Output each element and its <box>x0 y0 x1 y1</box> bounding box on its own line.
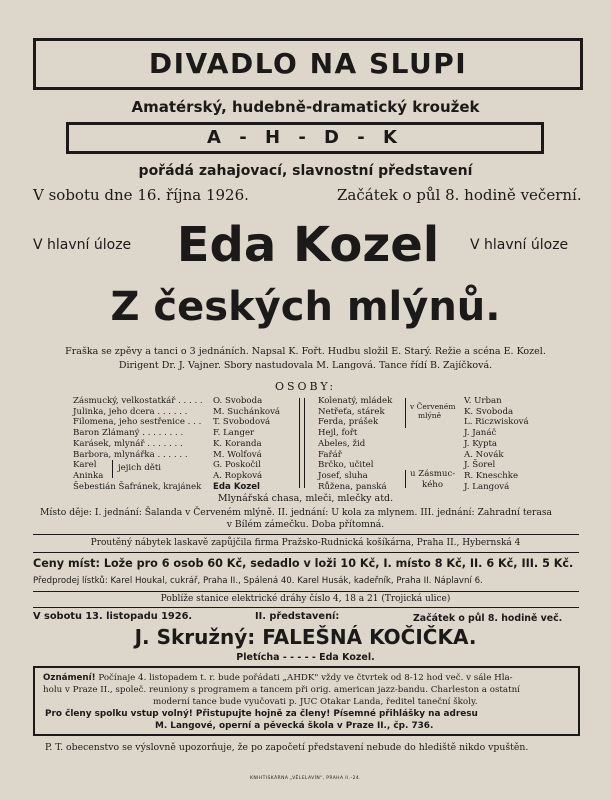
cast-role: Zásmucký, velkostatkář . . . . . <box>73 396 203 406</box>
zasmucky-note-line: u Zásmuc- <box>410 469 456 479</box>
cast-role: Karásek, mlynář . . . . . . . <box>73 438 183 449</box>
notice-box <box>33 666 580 736</box>
cast-heading: OSOBY: <box>274 380 337 393</box>
cast-right-actors <box>464 396 529 492</box>
second-show-title: J. Skružný: FALEŠNÁ KOČIČKA. <box>134 625 477 649</box>
second-show-date: V sobotu 13. listopadu 1926. <box>33 611 193 622</box>
cast-role: Barbora, mlynářka . . . . . . <box>73 449 188 460</box>
presale-info: Předprodej lístků: Karel Houkal, cukrář, Praha II., Spálená 40. Karel Husák, kadeřník, Praha II. Náplavní 6. <box>33 576 483 586</box>
cast-actor: L. Riczwisková <box>464 417 529 428</box>
cast-actor: A. Novák <box>464 449 504 460</box>
cast-actor: J. Kypta <box>464 438 498 449</box>
cast-actor: Eda Kozel <box>213 481 261 492</box>
notice-line-3: moderní tance bude vyučovati p. JUC Otakar Landa, ředitel taneční školy. <box>153 697 478 707</box>
cast-role: Julinka, jeho dcera . . . . . . <box>73 406 188 417</box>
start-time: Začátek o půl 8. hodině večerní. <box>337 186 582 204</box>
credits-line-2: Dirigent Dr. J. Vajner. Sbory nastudovala M. Langová. Tance řídí B. Zajíčková. <box>118 360 493 371</box>
cast-role: Josef, sluha <box>318 470 368 481</box>
second-show-cast: Pletícha - - - - - Eda Kozel. <box>236 652 375 663</box>
cast-right-roles <box>318 396 392 492</box>
cast-role: Kolenatý, mládek <box>318 396 393 406</box>
notice-text: Počínaje 4. listopadem t. r. bude pořádati „AHDK" vždy ve čtvrtek od 8-12 hod več. v sále Hla- <box>95 673 513 683</box>
title-box <box>33 38 583 90</box>
lead-actor-name: Eda Kozel <box>176 217 440 273</box>
cast-role: Růžena, panská <box>318 481 387 492</box>
cast-role: Ferda, prášek <box>318 417 379 428</box>
zasmucky-note <box>410 469 455 490</box>
poster-title: DIVADLO NA SLUPI <box>148 47 468 80</box>
mill-note-line: mlýně <box>418 411 442 420</box>
divider <box>33 607 579 608</box>
cast-actor: A. Ropková <box>213 470 263 481</box>
club-subtitle: Amatérský, hudebně-dramatický kroužek <box>131 98 480 116</box>
mill-note <box>410 402 455 420</box>
club-name: A - H - D - K <box>207 127 403 148</box>
cast-actor: J. Šorel <box>464 460 496 471</box>
right-bracket-1 <box>405 398 409 428</box>
children-note: jejich děti <box>118 463 162 473</box>
second-show-start: Začátek o půl 8. hodině več. <box>413 613 563 624</box>
cast-left-roles <box>73 396 203 492</box>
club-box <box>66 122 544 154</box>
cast-role: Šebestián Šafránek, krajánek <box>73 481 202 492</box>
cast-role: Abeles, žid <box>318 438 366 449</box>
cast-actor: F. Langer <box>213 428 255 439</box>
left-bracket <box>112 460 117 478</box>
cast-actor: K. Koranda <box>213 438 262 449</box>
cast-actor: R. Kneschke <box>464 470 519 481</box>
cast-actor: M. Suchánková <box>213 406 281 417</box>
divider <box>33 591 579 592</box>
cast-role: Fařář <box>318 449 342 460</box>
chorus-line: Mlynářská chasa, mleči, mlečky atd. <box>217 493 394 504</box>
cast-actor: J. Langová <box>464 481 510 492</box>
tram-info: Poblíže stanice elektrické dráhy číslo 4, 18 a 21 (Trojická ulice) <box>160 594 451 604</box>
lead-label-left: V hlavní úloze <box>33 237 132 253</box>
cast-actor: O. Svoboda <box>213 396 263 406</box>
cast-actor: K. Svoboda <box>464 406 514 417</box>
notice-line-2: holu v Praze II., společ. reuniony s programem a tancem při orig. american jazz-bandu. Charleston a ostatní <box>43 685 520 695</box>
printer-imprint: KNIHTISKÁRNA „VĚLELAVÍN", PRAHA II.-24. <box>250 776 361 781</box>
notice-line-1 <box>43 673 513 683</box>
zasmucky-note-line: kého <box>422 479 444 490</box>
ticket-prices: Ceny míst: Lože pro 6 osob 60 Kč, sedadlo v loži 10 Kč, I. místo 8 Kč, II. 6 Kč, III. 5 Kč. <box>33 557 574 570</box>
cast-left-actors <box>213 396 280 492</box>
cast-actor: M. Wolfová <box>213 449 262 460</box>
cast-actor: V. Urban <box>464 396 502 406</box>
announcement: pořádá zahajovací, slavnostní představení <box>138 163 473 179</box>
cast-actor: J. Janáč <box>464 428 497 439</box>
cast-divider <box>299 398 305 488</box>
credits-line-1: Fraška se zpěvy a tanci o 3 jednáních. Napsal K. Fořt. Hudbu složil E. Starý. Režie a scéna E. Kozel. <box>65 346 546 357</box>
furniture-credit: Proutěný nábytek laskavě zapůjčila firma Pražsko-Rudnická košíkárna, Praha II., Hybernská 4 <box>90 538 521 548</box>
footer-notice: P. T. obecenstvo se výslovně upozorňuje, že po započetí představení nebude do hlediště nikdo vpuštěn. <box>45 742 529 753</box>
cast-role: Brčko, učitel <box>318 460 374 471</box>
second-show-label: II. představení: <box>255 611 340 622</box>
date-line: V sobotu dne 16. října 1926. <box>33 186 249 204</box>
notice-line-5: M. Langové, operní a pěvecká škola v Praze II., čp. 736. <box>155 721 434 731</box>
cast-role: Karel <box>73 460 97 471</box>
setting-line-2: v Bílém zámečku. Doba přítomná. <box>226 519 385 530</box>
divider <box>33 552 579 553</box>
setting-line-1: Místo děje: I. jednání: Šalanda v Červeném mlýně. II. jednání: U kola za mlynem. III. jednání: Zahradní terasa <box>40 507 553 518</box>
notice-line-4: Pro členy spolku vstup volný! Přistupujte hojně za členy! Písemné přihlášky na adresu <box>45 709 478 719</box>
cast-role: Filomena, jeho sestřenice . . . <box>73 417 202 428</box>
notice-heading: Oznámení! <box>43 673 96 683</box>
divider <box>33 534 579 535</box>
cast-role: Baron Zlámaný . . . . . . . . <box>73 428 184 439</box>
cast-role: Hejl, fořt <box>318 428 358 439</box>
right-bracket-2 <box>405 470 409 488</box>
cast-actor: T. Svobodová <box>213 417 271 428</box>
lead-label-right: V hlavní úloze <box>470 237 569 253</box>
cast-role: Netřeťa, stárek <box>318 406 385 417</box>
play-title: Z českých mlýnů. <box>110 284 501 330</box>
cast-actor: G. Poskočil <box>213 460 261 471</box>
cast-role: Aninka <box>73 470 104 481</box>
mill-note-line: v Červeném <box>410 402 456 411</box>
